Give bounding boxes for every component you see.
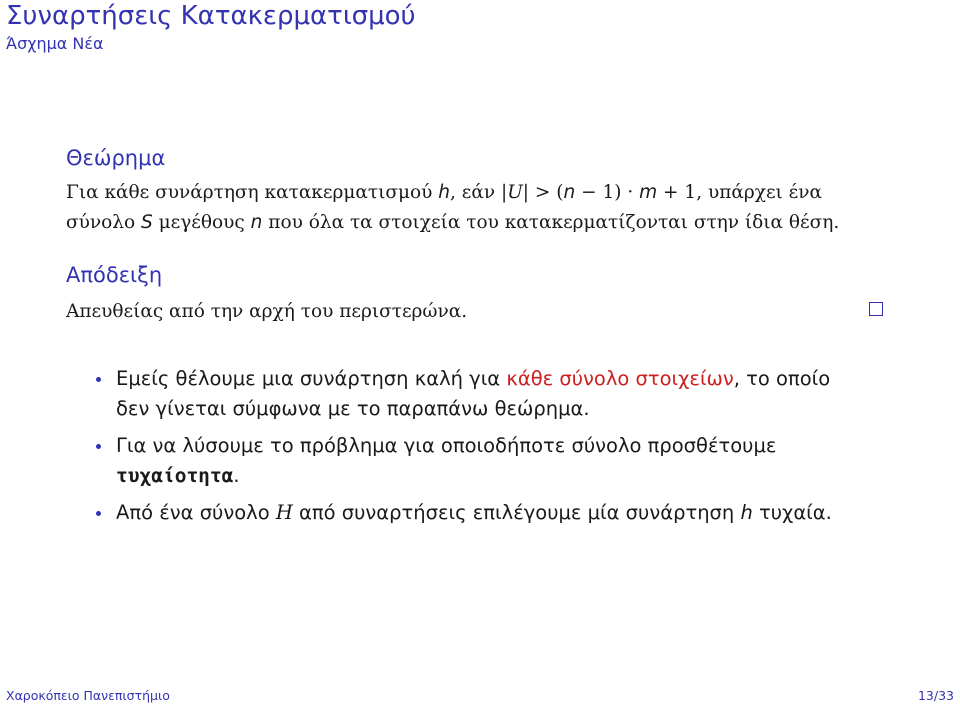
theorem-text: που όλα τα στοιχεία του κατακερματίζονται στην ίδια θέση. [262, 212, 840, 233]
bold-text: τυχαίοτητα [116, 464, 234, 487]
theorem-text: Για κάθε συνάρτηση κατακερματισμού [66, 182, 439, 203]
bullet-icon [96, 444, 101, 449]
math-var-n: n [250, 212, 263, 233]
math-var-h: h [740, 501, 753, 524]
math-var-s: S [141, 212, 153, 233]
theorem-text: + 1, υπάρχει ένα [657, 182, 822, 203]
frame-title: Συναρτήσεις Κατακερματισμού [6, 1, 416, 31]
bullet-text: από συναρτήσεις επιλέγουμε μία συνάρτηση [292, 501, 741, 524]
bullet-text: Εμείς θέλουμε μια συνάρτηση καλή για [116, 367, 507, 390]
bullet-list [96, 364, 856, 535]
theorem-text: μεγέθους [152, 212, 251, 233]
footer [0, 688, 960, 708]
theorem-title: Θεώρημα [66, 146, 166, 170]
math-var-n: n [563, 182, 576, 203]
math-var-m: m [639, 182, 658, 203]
bullet-icon [96, 511, 101, 516]
bullet-text: , το οποίο δεν γίνεται σύμφωνα με το παραπάνω θεώρημα. [116, 367, 831, 420]
list-item [96, 431, 856, 491]
bullet-text: . [233, 464, 240, 487]
bullet-text: Για να λύσουμε το πρόβλημα για οποιοδήποτε σύνολο προσθέτουμε [116, 434, 777, 457]
theorem-line-2 [66, 208, 896, 238]
bullet-icon [96, 377, 101, 382]
bullet-text: Από ένα σύνολο [116, 501, 276, 524]
list-item [96, 364, 856, 424]
proof-body: Απευθείας από την αρχή του περιστερώνα. [66, 301, 468, 322]
qed-icon [869, 302, 883, 316]
footer-institution: Χαροκόπειο Πανεπιστήμιο [6, 688, 170, 703]
theorem-text: − 1) · [575, 182, 640, 203]
theorem-line-1 [66, 178, 896, 208]
math-var-h: h [438, 182, 450, 203]
bullet-text: τυχαία. [752, 501, 832, 524]
list-item [96, 498, 856, 528]
math-set-h: H [275, 501, 293, 524]
theorem-text: σύνολο [66, 212, 142, 233]
math-set-u: U [507, 182, 523, 203]
alert-text: κάθε σύνολο στοιχείων [506, 367, 734, 390]
proof-title: Απόδειξη [66, 263, 163, 287]
theorem-text: | > ( [522, 182, 564, 203]
theorem-text: , εάν | [449, 182, 508, 203]
theorem-body [66, 178, 896, 238]
frame-subtitle: Άσχημα Νέα [6, 34, 104, 53]
footer-page-number: 13/33 [917, 688, 954, 703]
